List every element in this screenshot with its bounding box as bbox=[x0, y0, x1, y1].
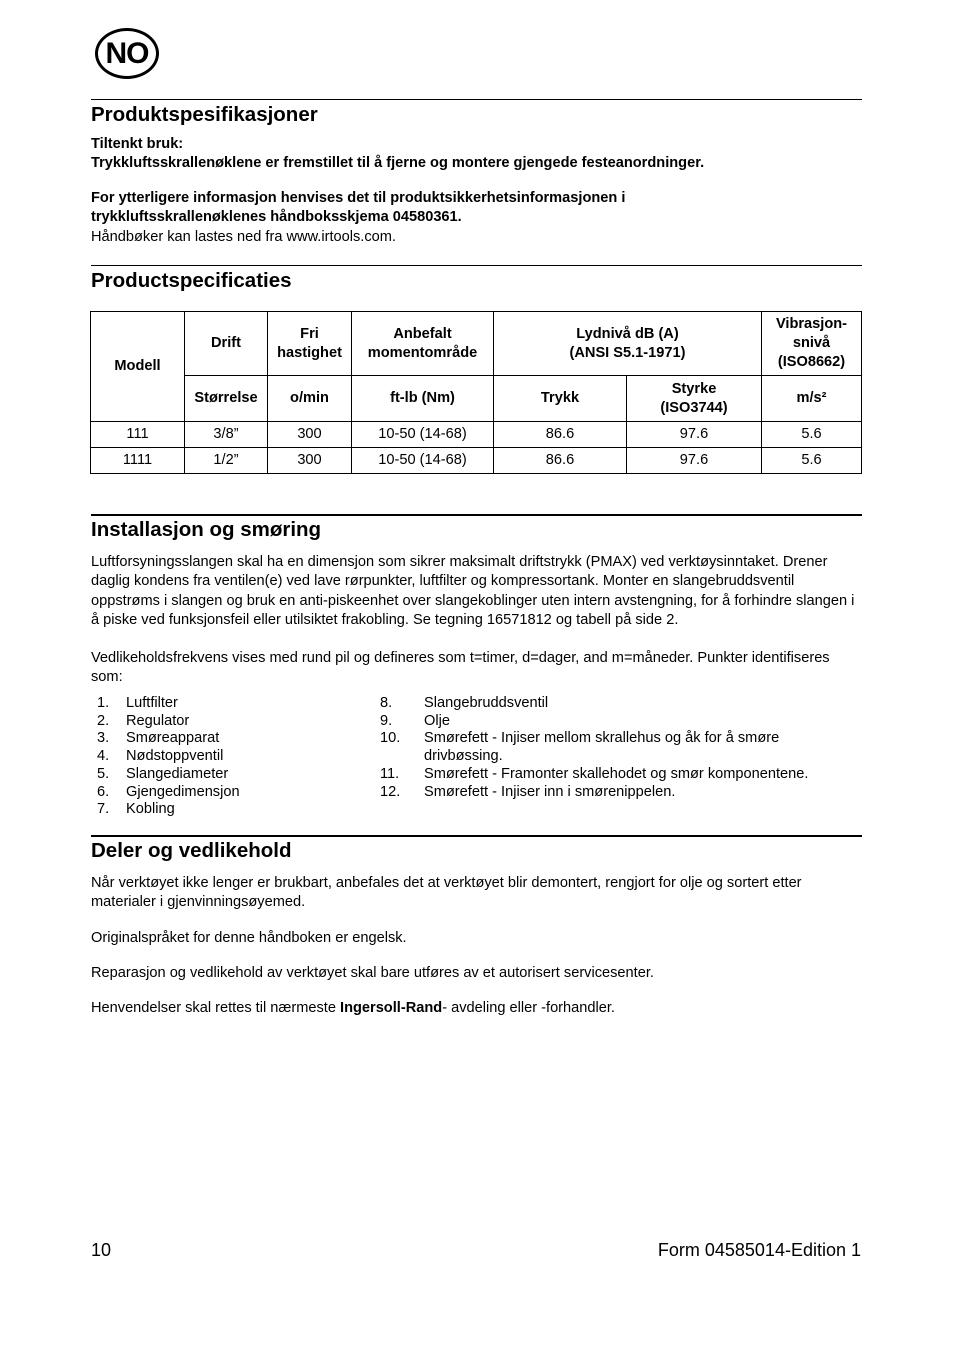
brand-name: Ingersoll-Rand bbox=[340, 1000, 443, 1016]
header-sound-label: Lydnivå dB (A) bbox=[576, 325, 679, 342]
language-badge: NO bbox=[95, 28, 159, 79]
table-row bbox=[91, 422, 862, 448]
cell-pressure: 86.6 bbox=[494, 422, 627, 448]
spec-table bbox=[90, 311, 862, 474]
form-number: Form 04585014-Edition 1 bbox=[657, 1240, 861, 1260]
list-item: 4. Nødstoppventil bbox=[97, 748, 224, 765]
header-power-label: Styrke bbox=[671, 380, 717, 397]
original-language-paragraph: Originalspråket for denne håndboken er engelsk. bbox=[91, 930, 407, 946]
intended-use-text: Trykkluftsskrallenøklene er fremstillet til å fjerne og montere gjengede festeanordninger. bbox=[91, 155, 705, 171]
header-pressure: Trykk bbox=[494, 376, 627, 422]
intended-use-label: Tiltenkt bruk: bbox=[91, 136, 184, 152]
list-item: 6. Gjengedimensjon bbox=[97, 783, 240, 800]
cell-power: 97.6 bbox=[627, 422, 762, 448]
page-number: 10 bbox=[91, 1240, 112, 1260]
header-torque-unit: ft-lb (Nm) bbox=[352, 376, 494, 422]
header-free-speed: Fri hastighet bbox=[268, 312, 352, 376]
list-item: 12. Smørefett - Injiser inn i smørenippelen. bbox=[380, 783, 676, 800]
download-text: Håndbøker kan lastes ned fra www.irtools.com. bbox=[91, 229, 396, 245]
section-divider bbox=[91, 265, 862, 266]
section-divider bbox=[91, 514, 862, 516]
repair-paragraph: Reparasjon og vedlikehold av verktøyet skal bare utføres av et autorisert servicesenter. bbox=[91, 965, 654, 981]
points-list-right bbox=[380, 695, 858, 801]
header-torque: Anbefalt momentområde bbox=[352, 312, 494, 376]
list-item: 7. Kobling bbox=[97, 801, 175, 818]
cell-pressure: 86.6 bbox=[494, 448, 627, 474]
cell-rpm: 300 bbox=[268, 448, 352, 474]
table-row bbox=[91, 448, 862, 474]
list-item: 5. Slangediameter bbox=[97, 765, 229, 782]
table-header-row bbox=[91, 376, 862, 422]
section-title-installation: Installasjon og smøring bbox=[91, 518, 322, 541]
header-sound bbox=[494, 312, 762, 376]
header-power bbox=[627, 376, 762, 422]
disposal-paragraph: Når verktøyet ikke lenger er brukbart, anbefales det at verktøyet blir demontert, rengjort for olje og sortert etter materialer i gjenvinningsøyemed. bbox=[91, 875, 802, 911]
cell-power: 97.6 bbox=[627, 448, 762, 474]
header-power-standard: (ISO3744) bbox=[660, 399, 728, 416]
list-item: 11. Smørefett - Framonter skallehodet og smør komponentene. bbox=[380, 765, 809, 782]
cell-torque: 10-50 (14-68) bbox=[352, 422, 494, 448]
list-item: 2. Regulator bbox=[97, 712, 190, 729]
list-item: 10. Smørefett - Injiser mellom skrallehus og åk for å smøre drivbøssing. bbox=[380, 730, 780, 765]
cell-size: 3/8” bbox=[185, 422, 268, 448]
header-model: Modell bbox=[91, 312, 185, 422]
cell-size: 1/2” bbox=[185, 448, 268, 474]
cell-model: 1111 bbox=[91, 448, 185, 474]
section-divider bbox=[91, 99, 862, 100]
cell-vibration: 5.6 bbox=[762, 422, 862, 448]
header-vibration-unit: m/s² bbox=[762, 376, 862, 422]
header-sound-standard: (ANSI S5.1-1971) bbox=[569, 344, 686, 361]
header-rpm: o/min bbox=[268, 376, 352, 422]
cell-rpm: 300 bbox=[268, 422, 352, 448]
cell-model: 111 bbox=[91, 422, 185, 448]
maintenance-frequency-paragraph: Vedlikeholdsfrekvens vises med rund pil og defineres som t=timer, d=dager, and m=måneder. Punkter identifiseres som: bbox=[91, 650, 830, 686]
table-header-row bbox=[91, 312, 862, 376]
section-title-productspecificaties: Productspecificaties bbox=[91, 269, 292, 292]
list-item: 8. Slangebruddsventil bbox=[380, 695, 549, 711]
section-title-product-specs: Produktspesifikasjoner bbox=[91, 103, 318, 126]
cell-vibration: 5.6 bbox=[762, 448, 862, 474]
points-list-left bbox=[91, 695, 361, 819]
header-drive: Drift bbox=[185, 312, 268, 376]
header-vibration bbox=[762, 312, 862, 376]
info-text: For ytterligere informasjon henvises det til produktsikkerhetsinformasjonen i trykkluftsskrallenøklenes håndboksskjema 04580361. bbox=[91, 190, 626, 226]
list-item: 9. Olje bbox=[380, 712, 450, 729]
cell-torque: 10-50 (14-68) bbox=[352, 448, 494, 474]
list-item: 3. Smøreapparat bbox=[97, 730, 220, 747]
list-item: 1. Luftfilter bbox=[97, 695, 178, 711]
header-vibration-standard: (ISO8662) bbox=[777, 354, 846, 370]
header-vibration-label: Vibrasjon-snivå bbox=[775, 316, 848, 351]
section-divider bbox=[91, 835, 862, 837]
section-title-parts-maintenance: Deler og vedlikehold bbox=[91, 839, 292, 862]
installation-paragraph: Luftforsyningsslangen skal ha en dimensjon som sikrer maksimalt driftstrykk (PMAX) ved verktøysinntaket. Drener daglig kondens fra ventilen(e) ved lave rørpunkter, luftfilter og kompressortank. Monter en slangebruddsventil oppstrøms i slangen og bruk en anti-piskeenhet over slangekoblinger uten intern avstengning, for å forhindre slangen i å piske ved funksjonsfeil eller utilsiktet frakobling. Se tegning 16571812 og tabell på side 2. bbox=[91, 554, 855, 628]
header-size: Størrelse bbox=[185, 376, 268, 422]
contact-paragraph: Henvendelser skal rettes til nærmeste Ingersoll-Rand- avdeling eller -forhandler. bbox=[91, 1000, 615, 1016]
